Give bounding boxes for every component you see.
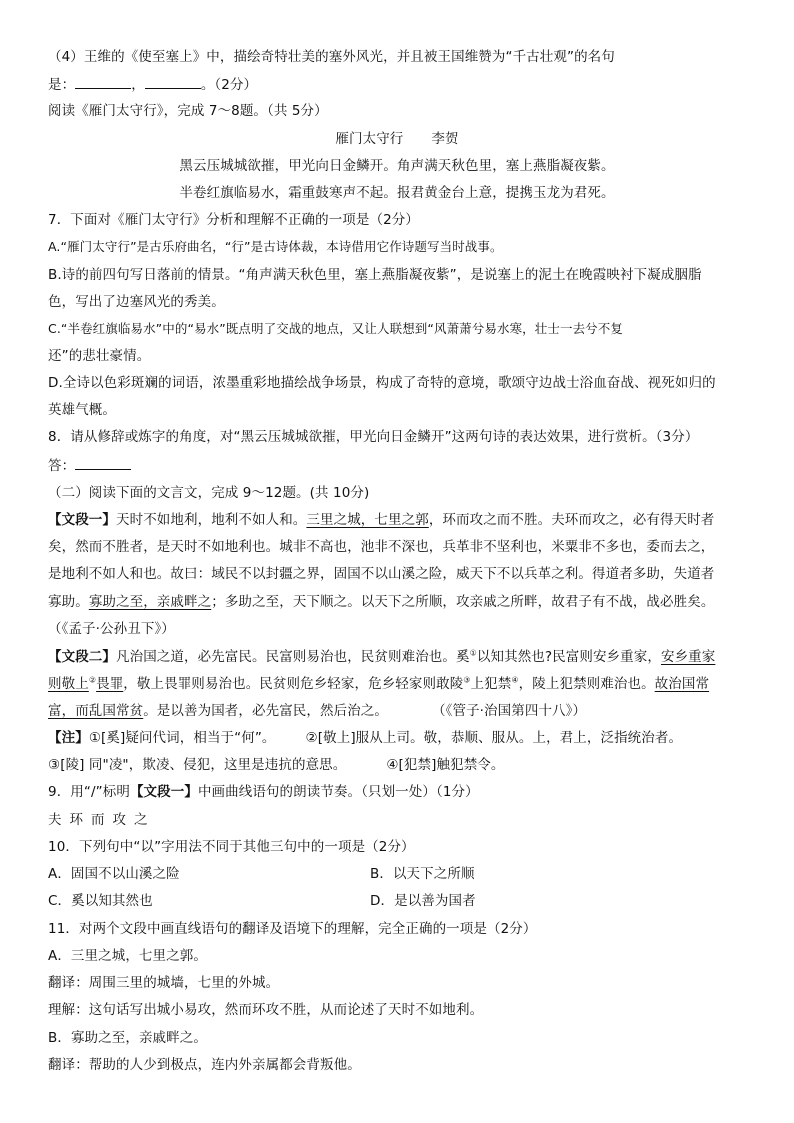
passage1-text: 寡助。: [48, 594, 89, 610]
passage1-label: 【文段一】: [48, 512, 116, 528]
footnote-marker: ③: [463, 675, 471, 685]
notes-line1: [48, 729, 754, 747]
q11-option-b-translation: 翻译：帮助的人少到极点，连内外亲属都会背叛他。: [48, 1057, 361, 1073]
poem-line-2: 半卷红旗临易水，霜重鼓寒声不起。报君黄金台上意，提携玉龙为君死。: [179, 185, 615, 201]
q8-answer-label: 答：: [48, 458, 76, 474]
q8-stem: 8．请从修辞或炼字的角度，对“黑云压城城欲摧，甲光向日金鳞开”这两句诗的表达效果，进行赏析。（3分）: [48, 429, 699, 445]
answer-blank-1[interactable]: [75, 75, 131, 89]
q9-stem: [48, 783, 754, 801]
note-4: ④[犯禁]触犯禁令。: [386, 757, 505, 773]
passage2-text: 凡治国之道，必先富民。民富则易治也，民贫则难治也。奚: [116, 649, 470, 665]
passage1-line2: 矣，然而不胜者，是天时不如地利也。城非不高也，池非不深也，兵革非不坚利也，米粟非不多也，委而去之，: [48, 539, 715, 555]
underlined-sentence-4: 富，而乱国常贫: [48, 703, 144, 719]
poem-intro: 阅读《雁门太守行》，完成 7～8题。（共 5分）: [48, 103, 328, 119]
q10-stem: 10．下列句中“以”字用法不同于其他三句中的一项是（2分）: [48, 839, 415, 855]
q7-option-b-line2: 色，写出了边塞风光的秀美。: [48, 294, 225, 310]
passage1-text: ；多助之至，天下顺之。以天下之所顺，攻亲戚之所畔，故君子有不战，战必胜矣。: [211, 594, 715, 610]
answer-blank-2[interactable]: [145, 75, 201, 89]
underlined-sentence-3: 畏罪: [96, 676, 124, 692]
note-1: ①[奚]疑问代词，相当于“何”。: [88, 730, 276, 746]
passage1-text: 天时不如地利，地利不如人和。: [116, 512, 307, 528]
notes-label: 【注】: [48, 730, 89, 746]
q10-option-a[interactable]: A．固国不以山溪之险: [48, 866, 180, 882]
underlined-sentence-1: 三里之城，七里之郭: [306, 512, 429, 528]
poem-line-1: 黑云压城城欲摧，甲光向日金鳞开。角声满天秋色里，塞上燕脂凝夜紫。: [179, 158, 615, 174]
passage2-text: 以知其然也?民富则安乡重家，: [476, 649, 661, 665]
q9-passage-label: 【文段一】: [129, 784, 198, 800]
footnote-marker: ④: [511, 675, 519, 685]
passage1-line4: [48, 593, 754, 611]
q4-line2: [48, 75, 754, 94]
passage2-text: 上犯禁: [470, 676, 512, 692]
passage1-line3: 是地利不如人和也。故曰：域民不以封疆之界，固国不以山溪之险，威天下不以兵革之利。得道者多助，失道者: [48, 566, 715, 582]
passage2-line3: [48, 702, 754, 720]
underlined-sentence-3: 安乡重家: [660, 649, 716, 665]
q10-option-d[interactable]: D．是以善为国者: [370, 893, 476, 909]
passage2-text: ，敬上畏罪则易治也。民贫则危乡轻家，危乡轻家则敢陵: [123, 676, 464, 692]
q11-option-a-understanding: 理解：这句话写出城小易攻，然而环攻不胜，从而论述了天时不如地利。: [48, 1002, 484, 1018]
poem-author: 李贺: [431, 131, 459, 147]
q4-prefix: 是：: [48, 77, 76, 93]
notes-line2: [48, 756, 754, 774]
q9-phrase[interactable]: 夫环而攻之: [48, 812, 156, 828]
q11-option-b[interactable]: B．寡助之至，亲戚畔之。: [48, 1030, 207, 1046]
passage2-line2: [48, 675, 754, 693]
passage2-source: （《管子·治国第四十八》）: [432, 703, 587, 719]
q4-suffix: 。（2分）: [200, 77, 258, 93]
q7-option-c-line2: 还”的悲壮豪情。: [48, 348, 151, 364]
q10-row1: [48, 865, 754, 883]
passage2-label: 【文段二】: [48, 649, 116, 665]
note-2: ②[敬上]服从上司。敬，恭顺、服从。上，君上，泛指统治者。: [305, 730, 683, 746]
q8-answer-line: [48, 456, 754, 475]
underlined-sentence-2: 寡助之至，亲戚畔之: [88, 594, 212, 610]
underlined-sentence-4: 故治国常: [654, 676, 710, 692]
q7-option-d-line2: 英雄气概。: [48, 402, 116, 418]
q7-option-b-line1: B.诗的前四句写日落前的情景。“角声满天秋色里，塞上燕脂凝夜紫”，是说塞上的泥土在晚霞映衬下凝成胭脂: [48, 267, 702, 283]
passage2-line1: [48, 648, 754, 666]
q11-option-a-translation: 翻译：周围三里的城墙，七里的外城。: [48, 975, 280, 991]
q8-answer-blank[interactable]: [75, 456, 131, 470]
passage2-text: ，陵上犯禁则难治也。: [518, 676, 655, 692]
poem-title: 雁门太守行: [335, 131, 404, 147]
q7-option-a: A.“雁门太守行”是古乐府曲名，“行”是古诗体裁，本诗借用它作诗题写当时战事。: [48, 239, 503, 254]
passage1-source: （《孟子·公孙丑下》）: [48, 621, 175, 637]
passage1-line1: [48, 511, 754, 529]
q7-stem: 7．下面对《雁门太守行》分析和理解不正确的一项是（2分）: [48, 212, 419, 228]
prose-intro: （二）阅读下面的文言文，完成 9～12题。(共 10分): [48, 485, 370, 501]
q10-option-b[interactable]: B．以天下之所顺: [370, 866, 475, 882]
q10-option-c[interactable]: C．奚以知其然也: [48, 893, 153, 909]
q10-row2: [48, 892, 754, 910]
poem-heading: [0, 130, 794, 148]
q11-option-a[interactable]: A．三里之城，七里之郭。: [48, 948, 207, 964]
passage2-text: 。是以善为国者，必先富民，然后治之。: [143, 703, 389, 719]
footnote-marker: ②: [88, 675, 97, 685]
note-3: ③[陵] 同"凌"，欺凌、侵犯，这里是违抗的意思。: [48, 757, 347, 773]
footnote-marker: ①: [469, 648, 477, 658]
passage1-text: ，环而攻之而不胜。夫环而攻之，必有得天时者: [428, 512, 715, 528]
q9-text: 9．用“/”标明: [48, 784, 130, 800]
q4-line1: （4）王维的《使至塞上》中，描绘奇特壮美的塞外风光，并且被王国维赞为“千古壮观”的名句: [48, 49, 615, 65]
q7-option-d-line1: D.全诗以色彩斑斓的词语，浓墨重彩地描绘战争场景，构成了奇特的意境，歌颂守边战士浴血奋战、视死如归的: [48, 375, 716, 391]
q7-option-c-line1: C.“半卷红旗临易水”中的“易水”既点明了交战的地点，又让人联想到“风萧萧兮易水寒，壮士一去兮不复: [48, 321, 623, 336]
q4-sep: ，: [131, 77, 145, 93]
q9-text: 中画曲线语句的朗读节奏。（只划一处）（1分）: [197, 784, 479, 800]
q11-stem: 11．对两个文段中画直线语句的翻译及语境下的理解，完全正确的一项是（2分）: [48, 921, 537, 937]
underlined-sentence-3: 则敬上: [48, 676, 89, 692]
